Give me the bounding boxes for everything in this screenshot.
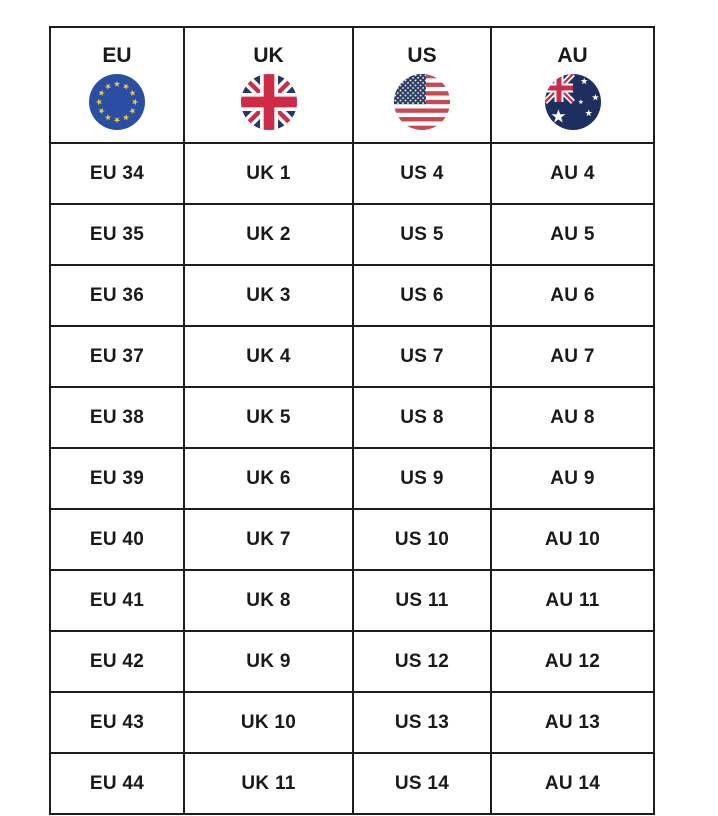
- size-cell-au: AU 7: [491, 326, 654, 387]
- size-cell-au: AU 11: [491, 570, 654, 631]
- size-cell-au: AU 13: [491, 692, 654, 753]
- size-cell-au: AU 9: [491, 448, 654, 509]
- size-cell-us: US 7: [353, 326, 491, 387]
- size-cell-au: AU 5: [491, 204, 654, 265]
- au-flag-icon: [545, 74, 601, 130]
- size-cell-eu: EU 40: [50, 509, 184, 570]
- size-cell-uk: UK 5: [184, 387, 353, 448]
- size-cell-eu: EU 35: [50, 204, 184, 265]
- size-cell-us: US 11: [353, 570, 491, 631]
- size-cell-eu: EU 42: [50, 631, 184, 692]
- size-cell-us: US 4: [353, 143, 491, 204]
- size-cell-au: AU 6: [491, 265, 654, 326]
- size-cell-uk: UK 3: [184, 265, 353, 326]
- size-cell-eu: EU 44: [50, 753, 184, 814]
- column-label-us: US: [407, 43, 437, 67]
- us-flag-icon: [394, 74, 450, 130]
- size-cell-uk: UK 9: [184, 631, 353, 692]
- column-label-eu: EU: [102, 43, 132, 67]
- size-cell-uk: UK 2: [184, 204, 353, 265]
- header-cell-uk: [184, 27, 353, 143]
- eu-flag-icon: [89, 74, 145, 130]
- size-cell-uk: UK 7: [184, 509, 353, 570]
- table-row: [50, 631, 654, 692]
- size-cell-us: US 12: [353, 631, 491, 692]
- header-cell-au: [491, 27, 654, 143]
- size-cell-au: AU 12: [491, 631, 654, 692]
- table-row: [50, 204, 654, 265]
- size-cell-us: US 13: [353, 692, 491, 753]
- size-cell-eu: EU 37: [50, 326, 184, 387]
- size-cell-us: US 8: [353, 387, 491, 448]
- size-cell-us: US 5: [353, 204, 491, 265]
- size-cell-au: AU 4: [491, 143, 654, 204]
- table-header: [50, 27, 654, 143]
- size-cell-us: US 10: [353, 509, 491, 570]
- size-cell-au: AU 8: [491, 387, 654, 448]
- table-row: [50, 570, 654, 631]
- table-row: [50, 143, 654, 204]
- size-cell-uk: UK 1: [184, 143, 353, 204]
- size-cell-uk: UK 11: [184, 753, 353, 814]
- size-table-body: [50, 143, 654, 814]
- size-cell-eu: EU 39: [50, 448, 184, 509]
- table-row: [50, 265, 654, 326]
- size-cell-uk: UK 10: [184, 692, 353, 753]
- size-cell-eu: EU 43: [50, 692, 184, 753]
- column-label-au: AU: [557, 43, 588, 67]
- size-cell-uk: UK 4: [184, 326, 353, 387]
- header-cell-us: [353, 27, 491, 143]
- size-cell-eu: EU 41: [50, 570, 184, 631]
- size-cell-au: AU 14: [491, 753, 654, 814]
- header-row: [50, 27, 654, 143]
- uk-flag-icon: [241, 74, 297, 130]
- size-cell-au: AU 10: [491, 509, 654, 570]
- size-cell-eu: EU 36: [50, 265, 184, 326]
- table-row: [50, 692, 654, 753]
- size-cell-us: US 14: [353, 753, 491, 814]
- table-row: [50, 509, 654, 570]
- size-cell-eu: EU 34: [50, 143, 184, 204]
- size-cell-uk: UK 8: [184, 570, 353, 631]
- size-conversion-table: [49, 26, 655, 815]
- header-cell-eu: [50, 27, 184, 143]
- size-cell-uk: UK 6: [184, 448, 353, 509]
- column-label-uk: UK: [253, 43, 284, 67]
- size-cell-us: US 6: [353, 265, 491, 326]
- size-cell-us: US 9: [353, 448, 491, 509]
- table-row: [50, 753, 654, 814]
- table-row: [50, 448, 654, 509]
- size-cell-eu: EU 38: [50, 387, 184, 448]
- table-row: [50, 387, 654, 448]
- table-row: [50, 326, 654, 387]
